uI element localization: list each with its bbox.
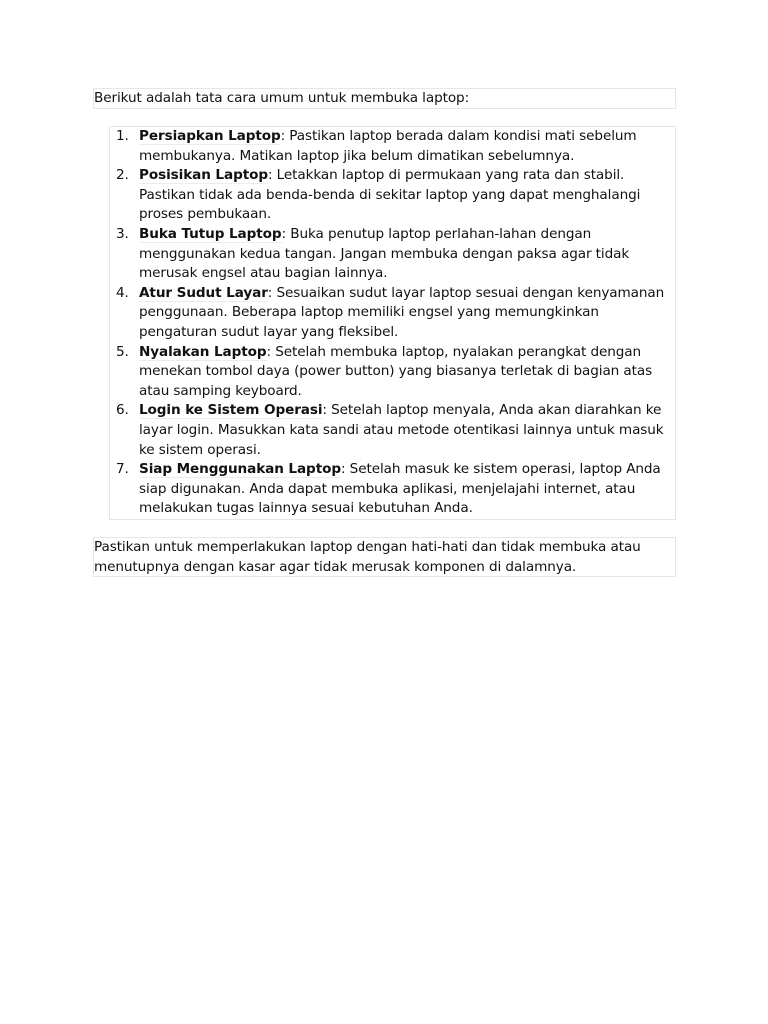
intro-paragraph: Berikut adalah tata cara umum untuk membuka laptop:	[93, 88, 676, 109]
step-text: : Setelah masuk ke sistem operasi, laptop Anda siap digunakan. Anda dapat membuka aplikasi, menjelajahi internet, atau melakukan tugas lainnya sesuai kebutuhan Anda.	[139, 461, 661, 517]
step-title: Login ke Sistem Operasi	[139, 402, 323, 419]
step-title: Atur Sudut Layar	[139, 284, 268, 301]
list-item	[110, 284, 675, 343]
step-number: 2.	[116, 167, 129, 184]
step-text: : Sesuaikan sudut layar laptop sesuai dengan kenyamanan penggunaan. Beberapa laptop memiliki engsel yang memungkinkan pengaturan sudut layar yang fleksibel.	[139, 284, 665, 340]
step-text: : Pastikan laptop berada dalam kondisi mati sebelum membukanya. Matikan laptop jika belum dimatikan sebelumnya.	[139, 128, 637, 164]
step-number: 1.	[116, 128, 129, 144]
step-number: 3.	[116, 225, 129, 242]
step-title: Nyalakan Laptop	[139, 343, 267, 360]
step-text: : Buka penutup laptop perlahan-lahan dengan menggunakan kedua tangan. Jangan membuka dengan paksa agar tidak merusak engsel atau bagian lainnya.	[139, 225, 630, 282]
step-number: 7.	[116, 461, 129, 478]
list-item	[110, 166, 675, 225]
steps-list	[110, 127, 675, 519]
step-text: : Letakkan laptop di permukaan yang rata dan stabil. Pastikan tidak ada benda-benda di sekitar laptop yang dapat menghalangi proses pembukaan.	[139, 167, 641, 223]
step-text: : Setelah laptop menyala, Anda akan diarahkan ke layar login. Masukkan kata sandi atau metode otentikasi lainnya untuk masuk ke sistem operasi.	[139, 402, 664, 458]
step-title: Posisikan Laptop	[139, 167, 268, 184]
steps-list-box	[109, 126, 676, 520]
step-title: Persiapkan Laptop	[139, 128, 281, 144]
step-title: Siap Menggunakan Laptop	[139, 461, 341, 478]
step-number: 5.	[116, 343, 129, 360]
step-number: 4.	[116, 284, 129, 301]
closing-paragraph: Pastikan untuk memperlakukan laptop dengan hati-hati dan tidak membuka atau menutupnya dengan kasar agar tidak merusak komponen di dalamnya.	[93, 537, 676, 577]
list-item	[110, 401, 675, 460]
list-item	[110, 225, 675, 284]
list-item	[110, 460, 675, 519]
step-title: Buka Tutup Laptop	[139, 225, 282, 242]
step-text: : Setelah membuka laptop, nyalakan perangkat dengan menekan tombol daya (power button) yang biasanya terletak di bagian atas atau samping keyboard.	[139, 343, 653, 399]
list-item	[110, 127, 675, 166]
step-number: 6.	[116, 402, 129, 419]
list-item	[110, 343, 675, 402]
